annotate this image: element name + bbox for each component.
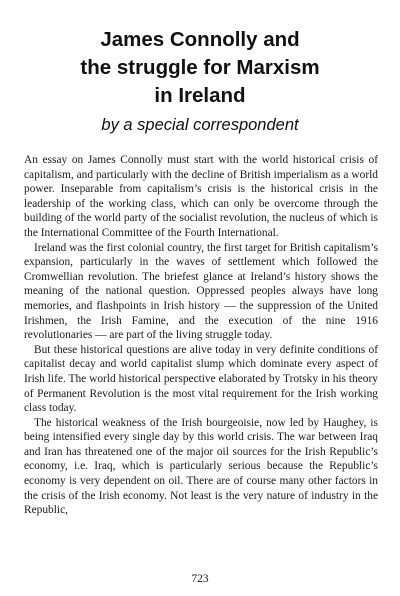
article-title bbox=[20, 26, 380, 110]
article-byline: by a special correspondent bbox=[101, 116, 299, 134]
paragraph-3: But these historical questions are alive today in very definite conditions of capitalist decay and world capitalist slump which dominate every aspect of Irish life. The world historical perspective elaborated by Trotsky in his theory of Permanent Revolution is the most vital requirement for the Irish working class today. bbox=[24, 343, 378, 415]
paragraph-1: An essay on James Connolly must start with the world historical crisis of capitalism, and particularly with the decline of British imperialism as a world power. Inseparable from capitalism’s crisis is the historical crisis in the leadership of the working class, which can only be overcome through the building of the world party of the socialist revolution, the nucleus of which is the International Committee of the Fourth International. bbox=[24, 154, 378, 239]
article-body bbox=[24, 153, 378, 518]
title-line-3: in Ireland bbox=[154, 84, 246, 107]
paragraph-2: Ireland was the first colonial country, the first target for British capitalism’s expansion, particularly in the waves of settlement which followed the Cromwellian revolution. The briefest glance at Ireland’s history shows the meaning of the national question. Oppressed peoples always have long memories, and flashpoints in Irish history — the suppression of the United Irishmen, the Irish Famine, and the execution of the nine 1916 revolutionaries — are part of the living struggle today. bbox=[24, 241, 378, 342]
page-number: 723 bbox=[191, 573, 209, 585]
title-line-2: the struggle for Marxism bbox=[80, 56, 320, 79]
paragraph-4: The historical weakness of the Irish bourgeoisie, now led by Haughey, is being intensified every single day by this world crisis. The war between Iraq and Iran has threatened one of the major oil sources for the Irish Republic’s economy, i.e. Iraq, which is particularly serious because the Republic’s economy is very dependent on oil. There are of course many other factors in the crisis of the Irish economy. Not least is the very nature of industry in the Republic, bbox=[24, 416, 378, 517]
title-line-1: James Connolly and bbox=[100, 28, 300, 51]
